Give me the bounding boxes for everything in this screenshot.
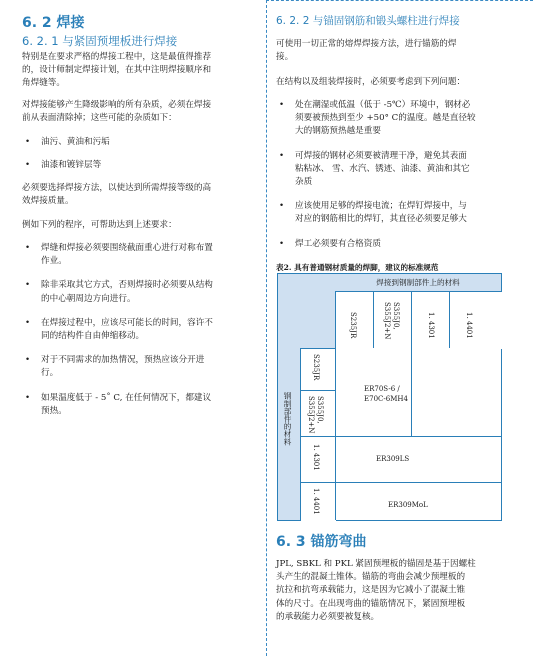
section-title-6-2: 6. 2 焊接	[22, 15, 85, 31]
col-header-s235jr: S235JR	[349, 312, 357, 339]
text-line: 效焊接质量。	[22, 196, 74, 207]
text-line: 的承载能力必须要被复核。	[276, 611, 380, 622]
left-para-2	[22, 99, 260, 125]
text-line: 抗拉和抗弯承载能力，这是因为它减小了混凝土锥	[276, 585, 466, 596]
list-item-text: 同的结构件自由伸缩移动。	[41, 331, 145, 342]
cell-value-er309mol: ER309MoL	[388, 501, 428, 509]
row-header-14301: 1. 4301	[312, 444, 320, 471]
list-item	[22, 317, 260, 343]
col-header-14401: 1. 4401	[465, 312, 473, 339]
section-title-6-3: 6. 3 锚筋弯曲	[276, 534, 367, 550]
row-header-14401: 1. 4401	[312, 488, 320, 515]
bullet-icon: •	[25, 280, 31, 291]
grid-line	[300, 436, 501, 437]
list-item-text: 预热。	[41, 405, 67, 416]
table-caption: 表2. 具有普通钢材质量的焊脚，建议的标准规范	[276, 263, 439, 272]
text-line: 的，设计师制定焊接计划，在其中注明焊接顺序和	[22, 65, 212, 76]
left-para-1	[22, 51, 260, 91]
right-para-3	[276, 558, 521, 624]
list-item-text: 大的钢筋预热越是重要	[295, 126, 381, 137]
list-item-text: 油污、黄油和污垢	[41, 137, 110, 147]
list-item-text: 粘粘冰、 雪、水汽、锈迹、油漆、黄油和其它	[295, 163, 470, 174]
list-item	[276, 238, 516, 251]
list-item-text: 的中心朝周边方向进行。	[41, 293, 136, 304]
bullet-icon: •	[279, 150, 285, 161]
text-line: 角焊缝等。	[22, 78, 65, 89]
list-item	[22, 279, 260, 305]
list-item-text: 行。	[41, 368, 59, 379]
list-item-text: 焊工必须要有合格资质	[295, 238, 381, 249]
text-line: JPL, SBKL 和 PKL 紧固预埋板的锚固是基于因螺柱	[276, 559, 476, 569]
col-header-cells	[335, 291, 502, 349]
bullet-icon: •	[25, 137, 31, 147]
bullet-icon: •	[279, 100, 285, 110]
text-line: 例如下列的程序，可帮助达到上述要求：	[22, 220, 177, 230]
row-header-s355: S355J0, S355J2+N	[307, 396, 324, 434]
bullet-icon: •	[25, 355, 31, 366]
col-header-label: 焊接到钢制部件上的材料	[376, 278, 460, 287]
list-item	[276, 200, 516, 226]
text-line: 特别是在要求严格的焊接工程中，这是最值得推荐	[22, 52, 212, 62]
cell-value-er309ls: ER309LS	[376, 455, 410, 463]
list-item	[22, 159, 260, 172]
bullet-icon: •	[25, 392, 31, 403]
row-header-s235jr: S235JR	[312, 354, 320, 381]
list-item-text: 油漆和镀锌层等	[41, 160, 102, 171]
text-line: 体的尺寸。在出现弯曲的锚筋情况下，紧固预埋板	[276, 598, 466, 609]
text-line: 头产生的混凝土锥体。锚筋的弯曲会减少预埋板的	[276, 572, 466, 583]
row-header-label: 钢制部件的材料	[283, 392, 292, 446]
subsection-title-6-2-1: 6. 2. 1 与紧固预埋板进行焊接	[22, 34, 178, 48]
list-item-text: 如果温度低于 - 5˚ C, 在任何情况下，都建议	[41, 392, 212, 403]
welding-table	[277, 273, 502, 521]
grid-line	[335, 348, 336, 520]
grid-line	[411, 291, 412, 348]
list-item	[22, 354, 260, 380]
grid-line	[300, 482, 501, 483]
cell-value-e70c6mh4: E70C-6MH4	[364, 395, 408, 403]
grid-line	[373, 291, 374, 348]
text-line: 前从表面清除掉；这些可能的杂质如下：	[22, 113, 177, 124]
col-header-14301: 1. 4301	[427, 312, 435, 339]
text-line: 必须要选择焊接方法，以使达到所需焊接等级的高	[22, 183, 212, 193]
procedure-list	[22, 242, 260, 418]
left-para-4	[22, 219, 260, 232]
list-item-text: 对于不同需求的加热情况，预热应该分开进	[41, 355, 205, 366]
col-header-s355: S355J0, S355J2+N	[383, 302, 400, 340]
bullet-icon: •	[25, 160, 31, 171]
text-line: 可使用一切正常的熔焊焊接方法，进行锚筋的焊	[276, 39, 457, 49]
list-item-text: 焊缝和焊接必须要围绕截面重心进行对称布置	[41, 243, 213, 253]
right-para-2	[276, 76, 516, 89]
list-item	[22, 136, 260, 149]
bullet-icon: •	[279, 201, 285, 212]
subsection-title-6-2-2: 6. 2. 2 与锚固钢筋和锻头螺柱进行焊接	[276, 15, 460, 27]
text-line: 对焊接能够产生降级影响的所有杂质，必须在焊接	[22, 100, 212, 110]
list-item	[276, 99, 516, 139]
list-item-text: 处在潮湿或低温（低于 -5℃）环境中，钢材必	[295, 100, 471, 110]
grid-line	[300, 390, 335, 391]
bullet-icon: •	[25, 243, 31, 253]
grid-line	[449, 291, 450, 348]
list-item	[22, 392, 260, 418]
bullet-icon: •	[25, 317, 31, 328]
bullet-icon: •	[279, 238, 285, 249]
list-item-text: 可焊接的钢材必须要被清理干净，避免其表面	[295, 150, 467, 161]
top-rule	[266, 0, 533, 1]
list-item-text: 在焊接过程中，应该尽可能长的时间，容许不	[41, 317, 213, 328]
column-divider	[266, 0, 267, 656]
list-item	[22, 242, 260, 268]
grid-line	[411, 348, 412, 436]
impurity-list	[22, 136, 260, 172]
right-para-1	[276, 38, 516, 64]
cell-value-er70s6: ER70S-6 /	[364, 385, 400, 393]
consideration-list	[276, 99, 516, 251]
text-line: 在结构以及组装焊接时，必须要考虑到下列问题：	[276, 77, 466, 87]
left-para-3	[22, 182, 260, 208]
list-item-text: 须要被预热到至少 +50° C的温度。越是直径较	[295, 113, 476, 124]
list-item-text: 应该使用足够的焊接电流；在焊钉焊接中，与	[295, 201, 467, 212]
list-item-text: 除非采取其它方式，否则焊接时必须要从结构	[41, 280, 213, 291]
text-line: 接。	[276, 52, 294, 63]
list-item-text: 对应的钢筋相比的焊钉，其直径必须要足够大	[295, 214, 467, 225]
list-item-text: 作业。	[41, 256, 67, 267]
list-item	[276, 150, 516, 190]
list-item-text: 杂质	[295, 177, 313, 188]
